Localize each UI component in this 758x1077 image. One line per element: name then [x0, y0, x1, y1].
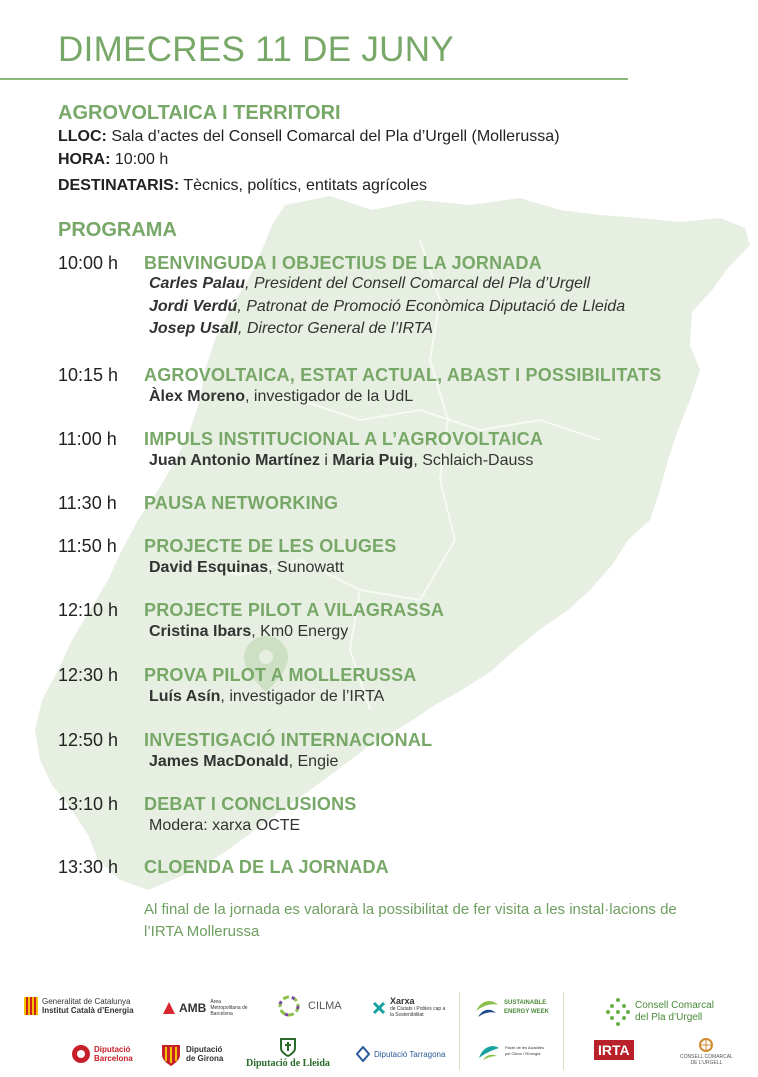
logo-diputacio-lleida	[246, 1037, 330, 1068]
speaker-name: Carles Palau	[149, 275, 246, 292]
item-speaker	[149, 623, 348, 641]
amb-sub: Àrea Metropolitana de Barcelona	[210, 999, 248, 1017]
logo-amb	[163, 999, 250, 1017]
speaker-role: , Km0 Energy	[251, 623, 349, 640]
diptgn-name: Diputació Tarragona	[374, 1049, 446, 1059]
speaker-connector: i	[319, 452, 333, 469]
speaker-name: James MacDonald	[149, 753, 289, 770]
consell-line2: del Pla d’Urgell	[635, 1012, 703, 1023]
item-speaker	[149, 320, 433, 338]
diptgn-mark-icon	[356, 1046, 370, 1062]
programa-title: PROGRAMA	[58, 219, 177, 241]
date-title: DIMECRES 11 DE JUNY	[58, 30, 454, 69]
item-time: 10:00 h	[58, 253, 119, 273]
dipgi-line1: Diputació	[186, 1045, 223, 1054]
item-title: PROJECTE PILOT A VILAGRASSA	[144, 600, 445, 620]
sew-mark-icon	[474, 995, 500, 1021]
pacte-mark-icon	[477, 1040, 501, 1062]
xarxa-line2: de Ciutats i Pobles cap a la Sostenibilitat	[390, 1006, 446, 1018]
item-time: 13:10 h	[58, 794, 119, 814]
item-speaker	[149, 452, 533, 470]
hora-label: HORA:	[58, 151, 111, 168]
logo-consell-pla-urgell	[605, 997, 714, 1027]
logo-separator	[563, 992, 564, 1070]
dipbcn-mark-icon	[72, 1045, 90, 1063]
logo-diputacio-girona	[160, 1041, 223, 1067]
item-time: 11:00 h	[58, 429, 117, 449]
ccurgell-line2: DE L’URGELL	[690, 1060, 723, 1066]
item-time: 10:15 h	[58, 365, 119, 385]
item-time: 11:30 h	[58, 493, 117, 513]
speaker-role: , Patronat de Promoció Econòmica Diputació de Lleida	[237, 298, 626, 315]
item-title: PAUSA NETWORKING	[144, 493, 339, 513]
item-title: PROJECTE DE LES OLUGES	[144, 536, 397, 556]
consell-line1: Consell Comarcal	[635, 1000, 714, 1011]
speaker-role: , Schlaich-Dauss	[413, 452, 534, 469]
consell-dots-icon	[605, 997, 631, 1027]
amb-mark-icon	[163, 1002, 175, 1014]
speaker-role: , Director General de l’IRTA	[237, 320, 433, 337]
ccurgell-line1: CONSELL COMARCAL	[680, 1054, 733, 1060]
logo-cilma	[274, 995, 342, 1017]
lloc-label: LLOC:	[58, 128, 107, 145]
logo-xarxa	[372, 997, 450, 1018]
speaker-name-2: Maria Puig	[332, 452, 414, 469]
sew-line1: SUSTAINABLE	[504, 1000, 547, 1006]
item-title: CLOENDA DE LA JORNADA	[144, 857, 389, 877]
dest-label: DESTINATARIS:	[58, 177, 180, 194]
generalitat-line1: Generalitat de Catalunya	[42, 997, 131, 1006]
item-speaker	[149, 275, 590, 293]
speaker-name: Juan Antonio Martínez	[149, 452, 320, 469]
item-time: 12:30 h	[58, 665, 119, 685]
item-moderator: Modera: xarxa OCTE	[149, 817, 301, 834]
logo-sustainable-energy-week	[474, 995, 549, 1021]
pacte-line1: Pacte de les Alcaldies	[505, 1045, 544, 1050]
item-speaker	[149, 688, 384, 706]
pacte-line2: pel Clima i l’Energia	[505, 1051, 541, 1056]
ccurgell-mark-icon	[698, 1037, 714, 1053]
info-lloc	[58, 128, 560, 146]
diplleida-shield-icon	[279, 1037, 297, 1057]
speaker-name: Josep Usall	[149, 320, 238, 337]
logo-separator	[459, 992, 460, 1070]
logo-pacte-alcaldies	[477, 1040, 555, 1062]
generalitat-line2: Institut Català d’Energia	[42, 1006, 134, 1015]
speaker-role: , Sunowatt	[268, 559, 344, 576]
speaker-name: Luís Asín	[149, 688, 221, 705]
senyera-icon	[24, 997, 38, 1015]
item-speaker	[149, 298, 625, 316]
item-time: 12:50 h	[58, 730, 119, 750]
lloc-value: Sala d’actes del Consell Comarcal del Pla d’Urgell (Mollerussa)	[111, 128, 560, 145]
dipgi-shield-icon	[160, 1041, 182, 1067]
footer-note: Al final de la jornada es valorarà la possibilitat de fer visita a les instal·lacions de l’IRTA Mollerussa	[144, 901, 677, 940]
logo-irta	[594, 1040, 634, 1060]
speaker-name: Jordi Verdú	[149, 298, 238, 315]
info-hora	[58, 151, 168, 169]
diplleida-name: Diputació de Lleida	[246, 1058, 330, 1069]
speaker-role: , investigador de la UdL	[245, 388, 414, 405]
sew-line2: ENERGY WEEK	[504, 1009, 549, 1015]
item-title: INVESTIGACIÓ INTERNACIONAL	[144, 730, 433, 750]
item-speaker	[149, 559, 344, 577]
item-speaker	[149, 753, 338, 771]
cilma-name: CILMA	[308, 999, 342, 1012]
cilma-mark-icon	[274, 995, 304, 1017]
speaker-role: , investigador de l’IRTA	[220, 688, 385, 705]
item-title: DEBAT I CONCLUSIONS	[144, 794, 357, 814]
irta-name: IRTA	[594, 1040, 634, 1060]
speaker-role: , President del Consell Comarcal del Pla d’Urgell	[245, 275, 591, 292]
speaker-name: Cristina Ibars	[149, 623, 252, 640]
item-speaker	[149, 388, 413, 406]
xarxa-mark-icon	[372, 1001, 386, 1015]
logo-diputacio-tarragona	[356, 1046, 445, 1062]
item-title: BENVINGUDA I OBJECTIUS DE LA JORNADA	[144, 253, 542, 273]
hora-value: 10:00 h	[114, 151, 169, 168]
event-title: AGROVOLTAICA I TERRITORI	[58, 102, 341, 124]
item-title: PROVA PILOT A MOLLERUSSA	[144, 665, 417, 685]
speaker-name: David Esquinas	[149, 559, 269, 576]
dest-value: Tècnics, polítics, entitats agrícoles	[183, 177, 427, 194]
item-title: AGROVOLTAICA, ESTAT ACTUAL, ABAST I POSSIBILITATS	[144, 365, 662, 385]
info-destinataris	[58, 177, 427, 195]
item-title: IMPULS INSTITUCIONAL A L’AGROVOLTAICA	[144, 429, 544, 449]
item-time: 12:10 h	[58, 600, 119, 620]
item-time: 11:50 h	[58, 536, 117, 556]
dipbcn-line2: Barcelona	[94, 1054, 133, 1063]
xarxa-line1: Xarxa	[390, 996, 415, 1006]
speaker-role: , Engie	[288, 753, 339, 770]
dipgi-line2: de Girona	[186, 1054, 224, 1063]
speaker-name: Àlex Moreno	[149, 388, 246, 405]
logo-generalitat	[24, 997, 134, 1015]
amb-name: AMB	[179, 1000, 207, 1015]
title-divider	[0, 78, 628, 80]
item-time: 13:30 h	[58, 857, 119, 877]
logo-consell-urgell	[680, 1037, 733, 1066]
dipbcn-line1: Diputació	[94, 1045, 131, 1054]
logo-diputacio-barcelona	[72, 1045, 133, 1063]
